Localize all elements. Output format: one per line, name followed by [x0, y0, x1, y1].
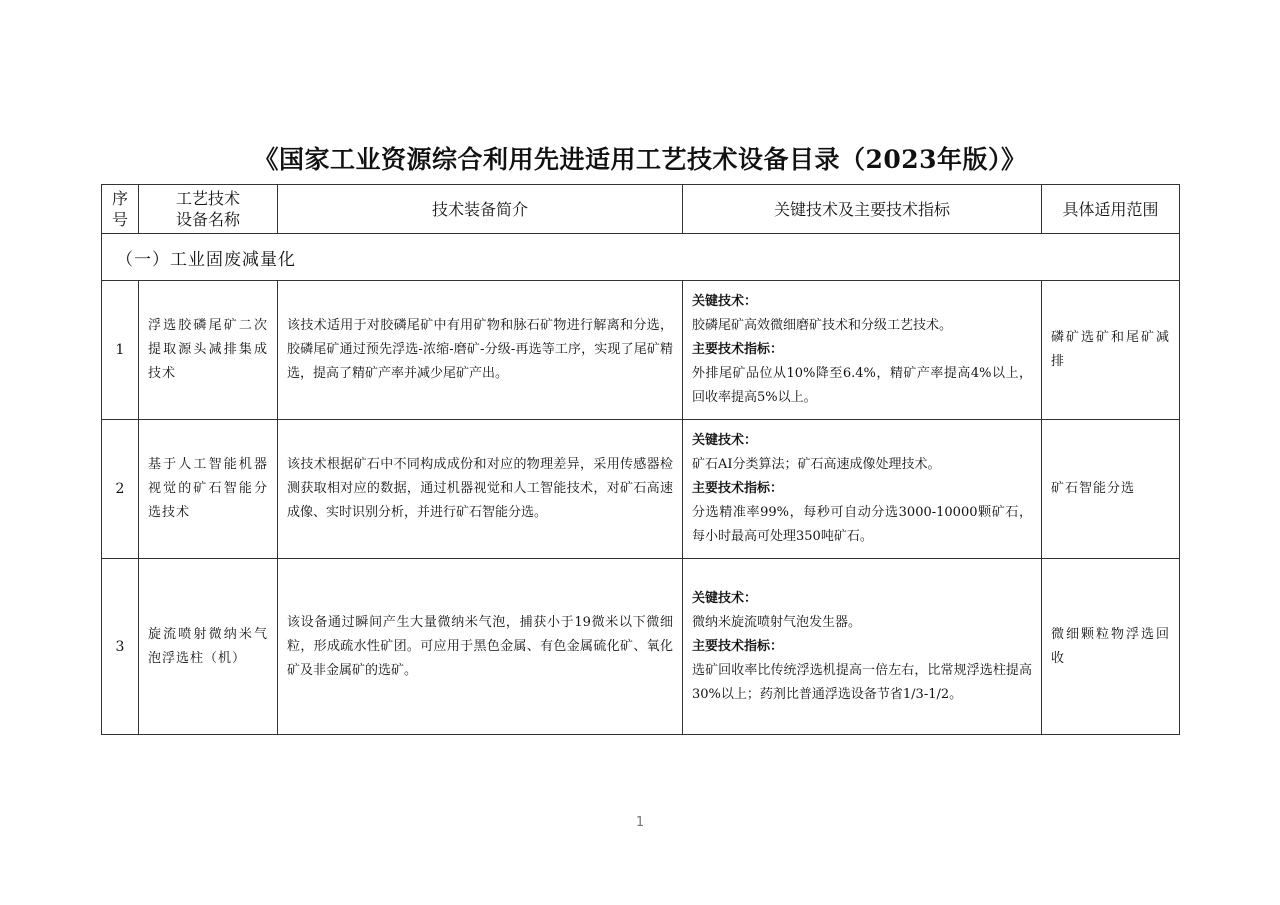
index-text: 外排尾矿品位从10%降至6.4%，精矿产率提高4%以上，回收率提高5%以上。 [692, 366, 1032, 405]
index-text: 选矿回收率比传统浮选机提高一倍左右，比常规浮选柱提高30%以上；药剂比普通浮选设备节省1/3-1/2。 [692, 662, 1032, 702]
row-name: 旋流喷射微纳米气泡浮选柱（机） [139, 559, 278, 735]
key-tech-label: 关键技术： [692, 294, 758, 309]
section-row [102, 234, 1180, 281]
index-label: 主要技术指标： [692, 481, 784, 496]
header-name [139, 185, 278, 234]
row-key [683, 281, 1042, 420]
header-key: 关键技术及主要技术指标 [683, 185, 1042, 234]
row-scope: 微细颗粒物浮选回收 [1042, 559, 1180, 735]
row-intro: 该技术适用于对胶磷尾矿中有用矿物和脉石矿物进行解离和分选，胶磷尾矿通过预先浮选-浓缩-磨矿-分级-再选等工序，实现了尾矿精选，提高了精矿产率并减少尾矿产出。 [278, 281, 683, 420]
key-tech-text: 微纳米旋流喷射气泡发生器。 [692, 614, 862, 630]
key-tech-label: 关键技术： [692, 590, 758, 606]
row-name: 浮选胶磷尾矿二次提取源头减排集成技术 [139, 281, 278, 420]
key-tech-text: 矿石AI分类算法；矿石高速成像处理技术。 [692, 457, 941, 472]
row-number: 3 [102, 559, 139, 735]
header-name-line1: 工艺技术 [175, 189, 240, 208]
row-intro: 该技术根据矿石中不同构成成份和对应的物理差异，采用传感器检测获取相对应的数据，通过机器视觉和人工智能技术，对矿石高速成像、实时识别分析，并进行矿石智能分选。 [278, 420, 683, 559]
header-scope: 具体适用范围 [1042, 185, 1180, 234]
row-key [683, 420, 1042, 559]
row-intro: 该设备通过瞬间产生大量微纳米气泡，捕获小于19微米以下微细粒，形成疏水性矿团。可应用于黑色金属、有色金属硫化矿、氧化矿及非金属矿的选矿。 [278, 559, 683, 735]
section-heading: （一）工业固废减量化 [102, 234, 1180, 281]
header-seq-line1: 序 [111, 189, 128, 208]
row-key [683, 559, 1042, 735]
index-label: 主要技术指标： [692, 342, 784, 357]
header-intro: 技术装备简介 [278, 185, 683, 234]
key-tech-text: 胶磷尾矿高效微细磨矿技术和分级工艺技术。 [692, 318, 953, 333]
document-title: 《国家工业资源综合利用先进适用工艺技术设备目录（2023年版）》 [253, 145, 1027, 174]
table-row [102, 559, 1180, 735]
header-seq [102, 185, 139, 234]
row-scope: 矿石智能分选 [1042, 420, 1180, 559]
table-header-row [102, 185, 1180, 234]
catalog-table [101, 184, 1180, 735]
key-tech-label: 关键技术： [692, 433, 758, 448]
header-name-line2: 设备名称 [175, 210, 240, 229]
row-number: 1 [102, 281, 139, 420]
row-scope: 磷矿选矿和尾矿减排 [1042, 281, 1180, 420]
header-seq-line2: 号 [111, 210, 128, 229]
table-row [102, 281, 1180, 420]
index-text: 分选精准率99%，每秒可自动分选3000-10000颗矿石，每小时最高可处理350吨矿石。 [692, 505, 1032, 544]
row-name: 基于人工智能机器视觉的矿石智能分选技术 [139, 420, 278, 559]
page-number: 1 [635, 815, 645, 830]
table-row [102, 420, 1180, 559]
row-number: 2 [102, 420, 139, 559]
index-label: 主要技术指标： [692, 638, 784, 654]
